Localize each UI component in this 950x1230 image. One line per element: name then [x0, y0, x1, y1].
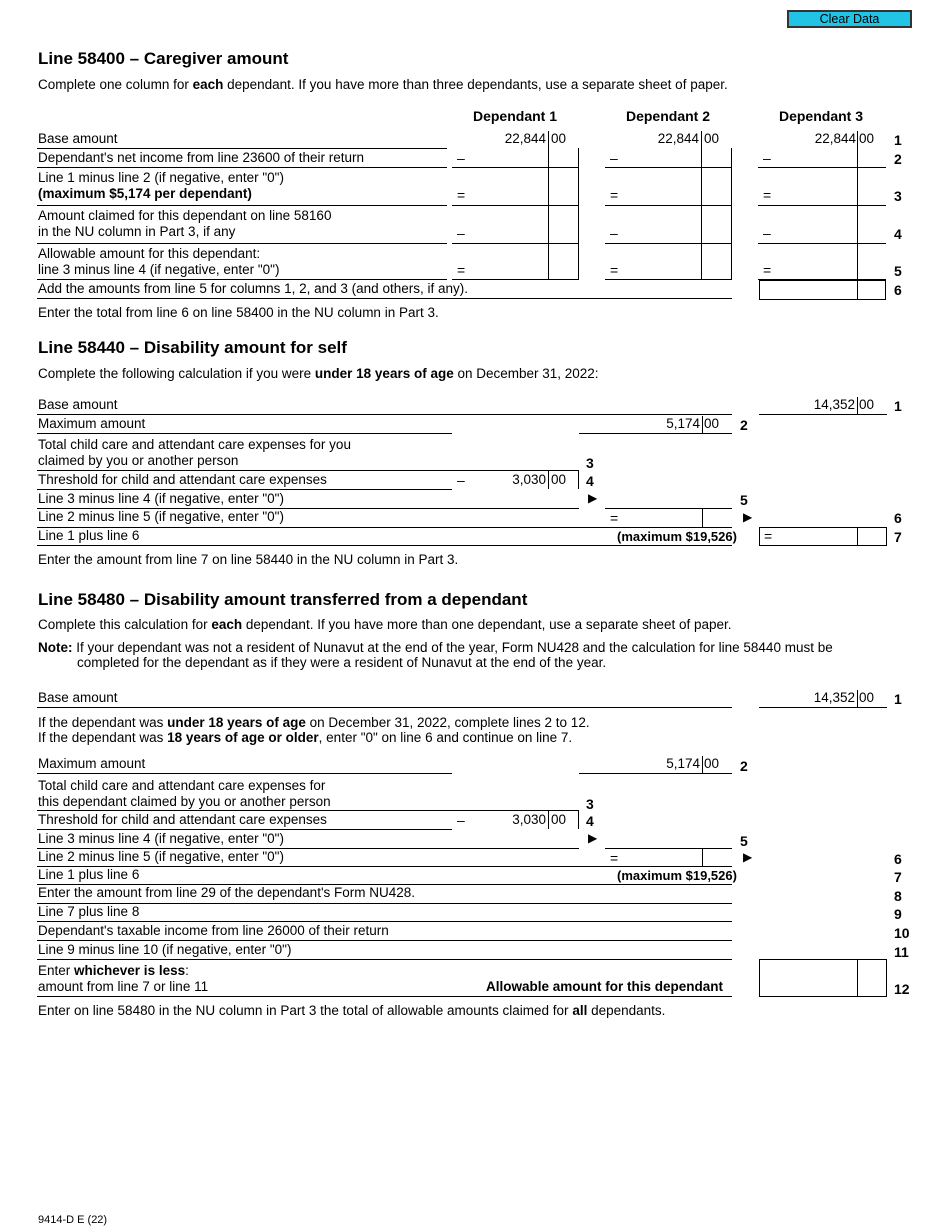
tr-line12-label-b: amount from line 7 or line 11 — [38, 979, 209, 994]
self-line-number-4: 4 — [586, 473, 594, 489]
dep3-minus-4: – — [763, 225, 771, 241]
self-base-dollars: 14,352 — [813, 397, 855, 412]
tr-line9-label: Line 7 plus line 8 — [38, 904, 140, 919]
dep1-equals-5: = — [457, 262, 466, 278]
tr-line1-label: Base amount — [38, 690, 118, 705]
arrow-icon: ▶ — [588, 491, 598, 505]
dep2-minus-4: – — [610, 225, 618, 241]
caregiver-intro: Complete one column for each dependant. If you have more than three dependants, use a separate sheet of paper. — [38, 77, 728, 92]
self-base-cents: 00 — [859, 397, 875, 412]
dep1-line2-field[interactable] — [452, 148, 579, 168]
tr-line5-left-field[interactable] — [452, 829, 579, 849]
form-footer: 9414-D E (22) — [38, 1214, 108, 1226]
dep2-equals-3: = — [610, 187, 619, 203]
tr-line12-total-field[interactable] — [759, 959, 887, 997]
tr-line-number-4: 4 — [586, 813, 594, 829]
tr-line5-label: Line 3 minus line 4 (if negative, enter "0") — [38, 831, 284, 846]
dep2-equals-5: = — [610, 262, 619, 278]
self-equals-7: = — [764, 528, 773, 544]
cg-line4-label-a: Amount claimed for this dependant on line 58160 — [38, 208, 332, 223]
dep3-equals-5: = — [763, 262, 772, 278]
tr-line6-label: Line 2 minus line 5 (if negative, enter "0") — [38, 849, 284, 864]
tr-minus-4: – — [457, 812, 465, 828]
self-max-dollars: 5,174 — [666, 416, 700, 431]
self-line5-label: Line 3 minus line 4 (if negative, enter "0") — [38, 491, 284, 506]
tr-allowable-amount-label: Allowable amount for this dependant — [486, 979, 724, 994]
dep3-line2-field[interactable] — [758, 148, 886, 168]
tr-threshold-dollars: 3,030 — [512, 812, 546, 827]
tr-line6-field[interactable] — [759, 848, 887, 867]
cg-line-number-2: 2 — [894, 151, 902, 167]
tr-line10-field[interactable] — [759, 921, 887, 941]
tr-line3-field[interactable] — [452, 773, 579, 811]
arrow-icon: ▶ — [588, 831, 598, 845]
self-line6-label: Line 2 minus line 5 (if negative, enter "0") — [38, 509, 284, 524]
clear-data-button[interactable]: Clear Data — [787, 10, 912, 28]
cg-line6-label: Add the amounts from line 5 for columns 1, 2, and 3 (and others, if any). — [38, 281, 468, 296]
tr-line8-field[interactable] — [759, 884, 887, 904]
tr-line-number-8: 8 — [894, 888, 902, 904]
tr-line3-label-b: this dependant claimed by you or another person — [38, 794, 331, 809]
tr-line3-label-a: Total child care and attendant care expenses for — [38, 778, 326, 793]
cg-line2-label: Dependant's net income from line 23600 of their return — [38, 150, 365, 165]
dep1-minus-4: – — [457, 225, 465, 241]
transfer-title: Line 58480 – Disability amount transferred from a dependant — [38, 590, 528, 609]
cg-line-number-3: 3 — [894, 188, 902, 204]
dep1-equals-3: = — [457, 187, 466, 203]
dep2-line2-field[interactable] — [605, 148, 732, 168]
cg-line-number-1: 1 — [894, 132, 902, 148]
tr-line8-label: Enter the amount from line 29 of the dependant's Form NU428. — [38, 885, 416, 900]
tr-threshold-cents: 00 — [551, 812, 567, 827]
self-equals-6a: = — [610, 510, 619, 526]
tr-line12-label-a: Enter whichever is less: — [38, 963, 189, 978]
cg-line3-label-a: Line 1 minus line 2 (if negative, enter "0") — [38, 170, 284, 185]
self-line5-field[interactable] — [605, 489, 732, 509]
self-line-number-2: 2 — [740, 417, 748, 433]
self-line1-label: Base amount — [38, 397, 118, 412]
self-line4-label: Threshold for child and attendant care expenses — [38, 472, 327, 487]
self-line3-label-b: claimed by you or another person — [38, 453, 239, 468]
self-line-number-5: 5 — [740, 492, 748, 508]
transfer-final-note: Enter on line 58480 in the NU column in Part 3 the total of allowable amounts claimed for all dependants. — [38, 1003, 666, 1018]
tr-line11-label: Line 9 minus line 10 (if negative, enter "0") — [38, 942, 292, 957]
dep1-minus-2: – — [457, 150, 465, 166]
arrow-icon: ▶ — [743, 850, 753, 864]
self-line-number-6: 6 — [894, 510, 902, 526]
dependant-3-header: Dependant 3 — [778, 108, 863, 124]
self-line3-label-a: Total child care and attendant care expenses for you — [38, 437, 351, 452]
self-threshold-dollars: 3,030 — [512, 472, 546, 487]
self-line3-field[interactable] — [452, 433, 579, 471]
self-line7-label: Line 1 plus line 6 — [38, 528, 140, 543]
tr-condition-2: If the dependant was 18 years of age or older, enter "0" on line 6 and continue on line 7. — [38, 730, 573, 745]
caregiver-title: Line 58400 – Caregiver amount — [38, 49, 289, 68]
tr-line5-field[interactable] — [605, 829, 732, 849]
cg-line5-label-b: line 3 minus line 4 (if negative, enter "0") — [38, 262, 280, 277]
tr-line7-label: Line 1 plus line 6 — [38, 867, 140, 882]
cg-line3-label-b: (maximum $5,174 per dependant) — [38, 186, 252, 201]
cg-line1-label: Base amount — [38, 131, 118, 146]
dependant-2-header: Dependant 2 — [625, 108, 710, 124]
dep2-base-cents: 00 — [704, 131, 720, 146]
caregiver-note: Enter the total from line 6 on line 58400 in the NU column in Part 3. — [38, 305, 439, 320]
tr-base-cents: 00 — [859, 690, 875, 705]
self-line5-left-field[interactable] — [452, 489, 579, 509]
tr-line7-field[interactable] — [759, 866, 887, 885]
tr-line-number-11: 11 — [894, 944, 909, 960]
self-line-number-1: 1 — [894, 398, 902, 414]
self-intro: Complete the following calculation if you were under 18 years of age on December 31, 2022: — [38, 366, 599, 381]
tr-line-number-6: 6 — [894, 851, 902, 867]
cg-line-number-6: 6 — [894, 282, 902, 298]
tr-line-number-3: 3 — [586, 796, 594, 812]
tr-base-dollars: 14,352 — [813, 690, 855, 705]
tr-equals-6a: = — [610, 850, 619, 866]
self-maximum-note: (maximum $19,526) — [617, 529, 737, 544]
tr-line4-label: Threshold for child and attendant care expenses — [38, 812, 327, 827]
self-line2-label: Maximum amount — [38, 416, 146, 431]
tr-line-number-10: 10 — [894, 925, 910, 941]
transfer-intro: Complete this calculation for each dependant. If you have more than one dependant, use a separate sheet of paper. — [38, 617, 732, 632]
cg-line-number-5: 5 — [894, 263, 902, 279]
tr-line-number-9: 9 — [894, 906, 902, 922]
self-note: Enter the amount from line 7 on line 58440 in the NU column in Part 3. — [38, 552, 459, 567]
self-minus-4: – — [457, 472, 465, 488]
tr-line9-field[interactable] — [759, 903, 887, 922]
tr-line-number-5: 5 — [740, 833, 748, 849]
tr-max-cents: 00 — [704, 756, 720, 771]
transfer-note-line2: completed for the dependant as if they were a resident of Nunavut at the end of the year. — [77, 655, 607, 670]
self-line-number-3: 3 — [586, 455, 594, 471]
dep2-base-dollars: 22,844 — [657, 131, 699, 146]
self-title: Line 58440 – Disability amount for self — [38, 338, 347, 357]
tr-condition-1: If the dependant was under 18 years of age on December 31, 2022, complete lines 2 to 12. — [38, 715, 590, 730]
transfer-note-line1: Note: If your dependant was not a resident of Nunavut at the end of the year, Form NU428 and the calculation for line 58440 must be — [38, 640, 833, 655]
dep1-base-dollars: 22,844 — [504, 131, 546, 146]
cg-line5-label-a: Allowable amount for this dependant: — [38, 246, 261, 261]
tr-line11-field[interactable] — [759, 940, 887, 960]
arrow-icon: ▶ — [743, 510, 753, 524]
tr-maximum-note: (maximum $19,526) — [617, 868, 737, 883]
tr-line-number-7: 7 — [894, 869, 902, 885]
tr-line-number-1: 1 — [894, 691, 902, 707]
self-line-number-7: 7 — [894, 529, 902, 545]
tr-line10-label: Dependant's taxable income from line 26000 of their return — [38, 923, 389, 938]
cg-line6-total-field[interactable] — [759, 280, 886, 300]
dep3-equals-3: = — [763, 187, 772, 203]
cg-line4-label-b: in the NU column in Part 3, if any — [38, 224, 236, 239]
dep3-minus-2: – — [763, 150, 771, 166]
dep3-base-dollars: 22,844 — [814, 131, 856, 146]
tr-line2-label: Maximum amount — [38, 756, 146, 771]
self-threshold-cents: 00 — [551, 472, 567, 487]
self-line7-total-field[interactable] — [759, 527, 887, 546]
tr-line-number-2: 2 — [740, 758, 748, 774]
dep3-base-cents: 00 — [859, 131, 875, 146]
cg-line-number-4: 4 — [894, 226, 902, 242]
dependant-1-header: Dependant 1 — [472, 108, 557, 124]
self-line6-field[interactable] — [759, 509, 887, 528]
tr-max-dollars: 5,174 — [666, 756, 700, 771]
dep2-minus-2: – — [610, 150, 618, 166]
tr-line-number-12: 12 — [894, 981, 910, 997]
self-max-cents: 00 — [704, 416, 720, 431]
dep1-base-cents: 00 — [551, 131, 567, 146]
